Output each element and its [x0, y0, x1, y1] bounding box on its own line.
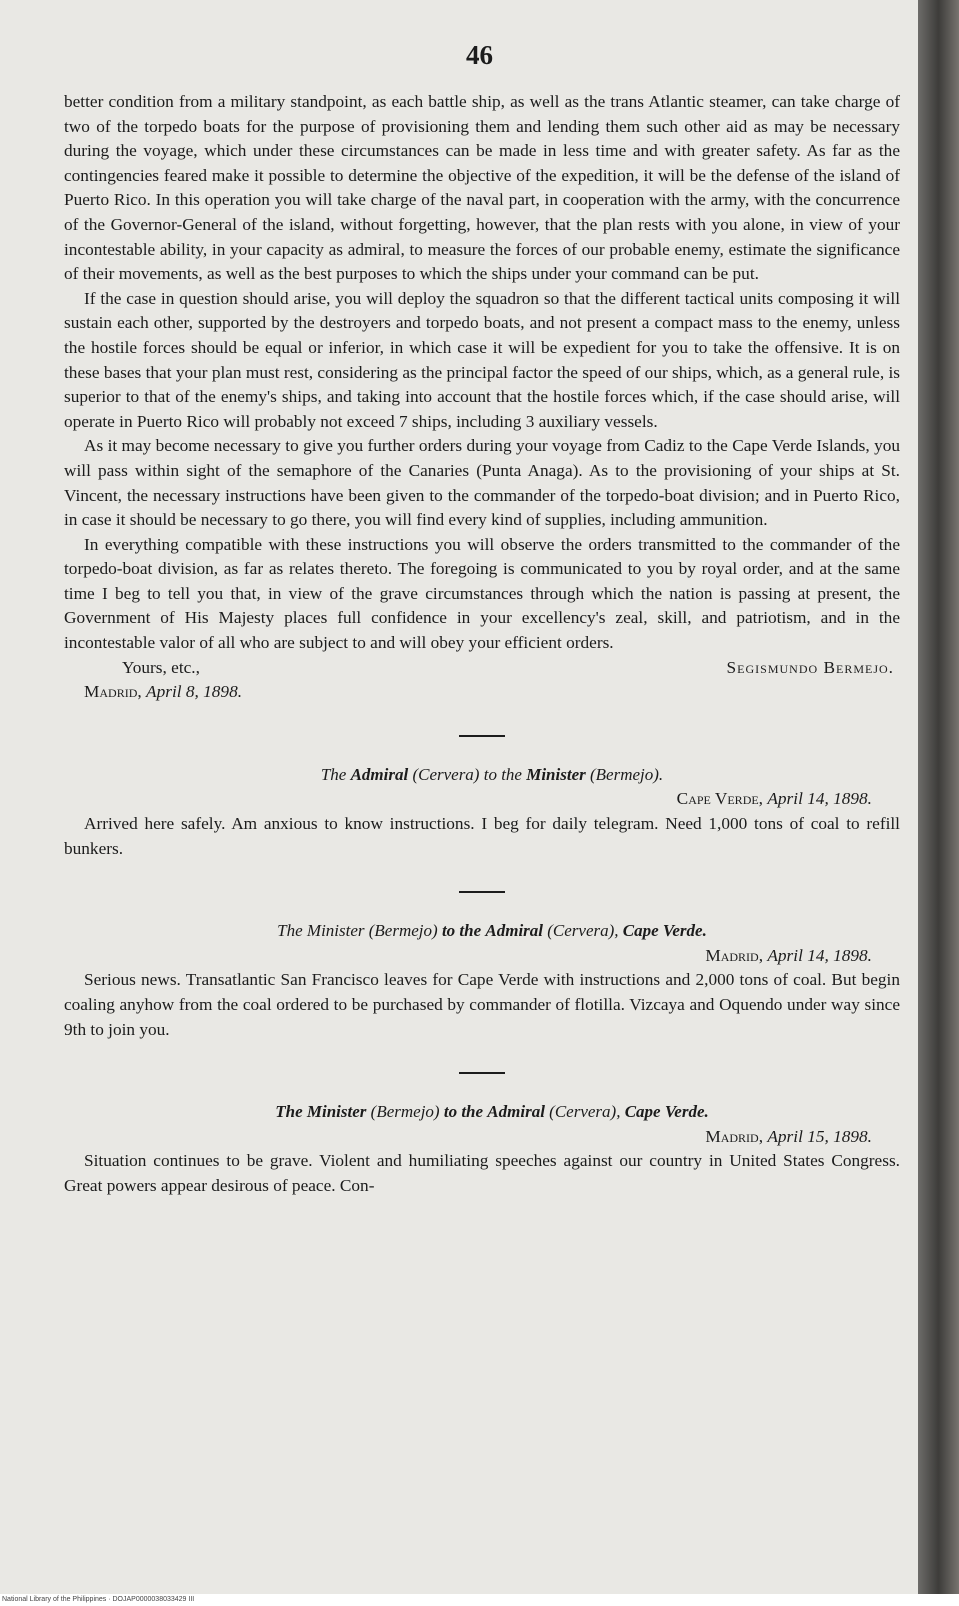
heading-prefix: The — [277, 921, 303, 941]
heading-to-text: to the — [443, 1102, 484, 1122]
message-heading-3 — [64, 1100, 900, 1125]
scan-footer: National Library of the Philippines · DOJAP0000038033429 III — [0, 1594, 959, 1606]
heading-to-role: Admiral — [487, 1102, 545, 1122]
message-heading-2 — [64, 919, 900, 944]
section-divider — [459, 891, 505, 893]
heading-suffix: Cape Verde. — [622, 921, 707, 941]
page-number: 46 — [466, 40, 493, 70]
heading-prefix: The — [320, 764, 347, 784]
paragraph-4: In everything compatible with these instructions you will observe the orders transmitted to the commander of the torpedo-boat division, as far as relates thereto. The foregoing is communicated to you by royal order, and at the same time I beg to tell you that, in view of the grave circumstances through which the nation is passing at present, the Government of His Majesty places full confidence in your excellency's zeal, skill, and patriotism, and in the incontestable valor of all who are subject to and will obey your efficient orders. — [64, 534, 900, 653]
message-body-3: Situation continues to be grave. Violent and humiliating speeches against our country in United States Congress. Great powers appear desirous of peace. Con- — [64, 1151, 900, 1195]
heading-from-role: Minister — [306, 1102, 367, 1122]
page-text — [64, 90, 900, 1199]
dateline-place: Cape Verde, — [676, 789, 764, 809]
message-body-2: Serious news. Transatlantic San Francisco leaves for Cape Verde with instructions and 2,000 tons of coal. But begin coaling anyhow from the coal ordered to be purchased by commander of flotilla. Vizcaya and Oquendo under way since 9th to join you. — [64, 970, 900, 1039]
message-heading-1 — [64, 763, 900, 788]
signature: Segismundo Bermejo. — [726, 657, 894, 677]
dateline-place: Madrid, — [705, 945, 764, 965]
section-divider — [459, 735, 505, 737]
message-body-1: Arrived here safely. Am anxious to know instructions. I beg for daily telegram. Need 1,000 tons of coal to refill bunkers. — [64, 814, 900, 858]
heading-from-role: Minister — [306, 921, 365, 941]
paragraph-1: better condition from a military standpoint, as each battle ship, as well as the trans Atlantic steamer, can take charge of two of the torpedo boats for the purpose of provisioning them and lending them such other aid as may be necessary during the voyage, which under these circumstances can be made in less time and with greater safety. As far as the contingencies feared make it possible to determine the objective of the expedition, it will be the defense of the island of Puerto Rico. In this operation you will take charge of the naval part, in cooperation with the army, with the concurrence of the Governor-General of the island, without forgetting, however, that the plan rests with you alone, in view of your incontestable ability, in your capacity as admiral, to measure the forces of our probable enemy, estimate the significance of their movements, as well as the best purposes to which the ships under your command can be put. — [64, 92, 900, 284]
book-edge-shadow — [918, 0, 959, 1594]
heading-from-name: (Bermejo) — [370, 1102, 440, 1122]
dateline-place: Madrid, — [705, 1126, 764, 1146]
heading-to-name: (Bermejo). — [590, 764, 664, 784]
dateline-date: April 14, 1898. — [767, 945, 872, 965]
heading-from-name: (Bermejo) — [368, 921, 438, 941]
heading-to-role: Minister — [526, 764, 586, 784]
closing: Yours, etc., — [122, 657, 200, 677]
heading-from-role: Admiral — [350, 764, 409, 784]
heading-suffix: Cape Verde. — [624, 1102, 709, 1122]
signature-line — [64, 656, 900, 681]
paragraph-3: As it may become necessary to give you further orders during your voyage from Cadiz to the Cape Verde Islands, you will pass within sight of the semaphore of the Canaries (Punta Anaga). As to the provisioning of your ships at St. Vincent, the necessary instructions have been given to the commander of the torpedo-boat division; and in Puerto Rico, in case it should be necessary to go there, you will find every kind of supplies, including ammunition. — [64, 436, 900, 530]
heading-to-role: Admiral — [485, 921, 544, 941]
message-dateline-1 — [64, 787, 900, 812]
message-dateline-2 — [64, 944, 900, 969]
place: Madrid, — [84, 682, 142, 702]
place-date: April 8, 1898. — [146, 682, 243, 702]
heading-to-name: (Cervera), — [547, 921, 619, 941]
paragraph-2: If the case in question should arise, you will deploy the squadron so that the different tactical units composing it will sustain each other, supported by the destroyers and torpedo boats, and not present a compact mass to the enemy, unless the hostile forces should be equal or inferior, in which case it will be expedient for you to take the offensive. It is on these bases that your plan must rest, considering as the principal factor the speed of our ships, which, as a general rule, is superior to that of the enemy's ships, and taking into account that the hostile forces which, if the case should arise, will operate in Puerto Rico will probably not exceed 7 ships, including 3 auxiliary vessels. — [64, 288, 900, 431]
dateline-date: April 15, 1898. — [767, 1126, 872, 1146]
message-dateline-3 — [64, 1125, 900, 1150]
dateline-date: April 14, 1898. — [767, 789, 872, 809]
heading-to-name: (Cervera), — [549, 1102, 621, 1122]
heading-prefix: The — [275, 1102, 303, 1122]
heading-to-text: to the — [483, 764, 522, 784]
section-divider — [459, 1072, 505, 1074]
place-date-line — [64, 680, 900, 705]
heading-to-text: to the — [441, 921, 482, 941]
heading-from-name: (Cervera) — [412, 764, 480, 784]
